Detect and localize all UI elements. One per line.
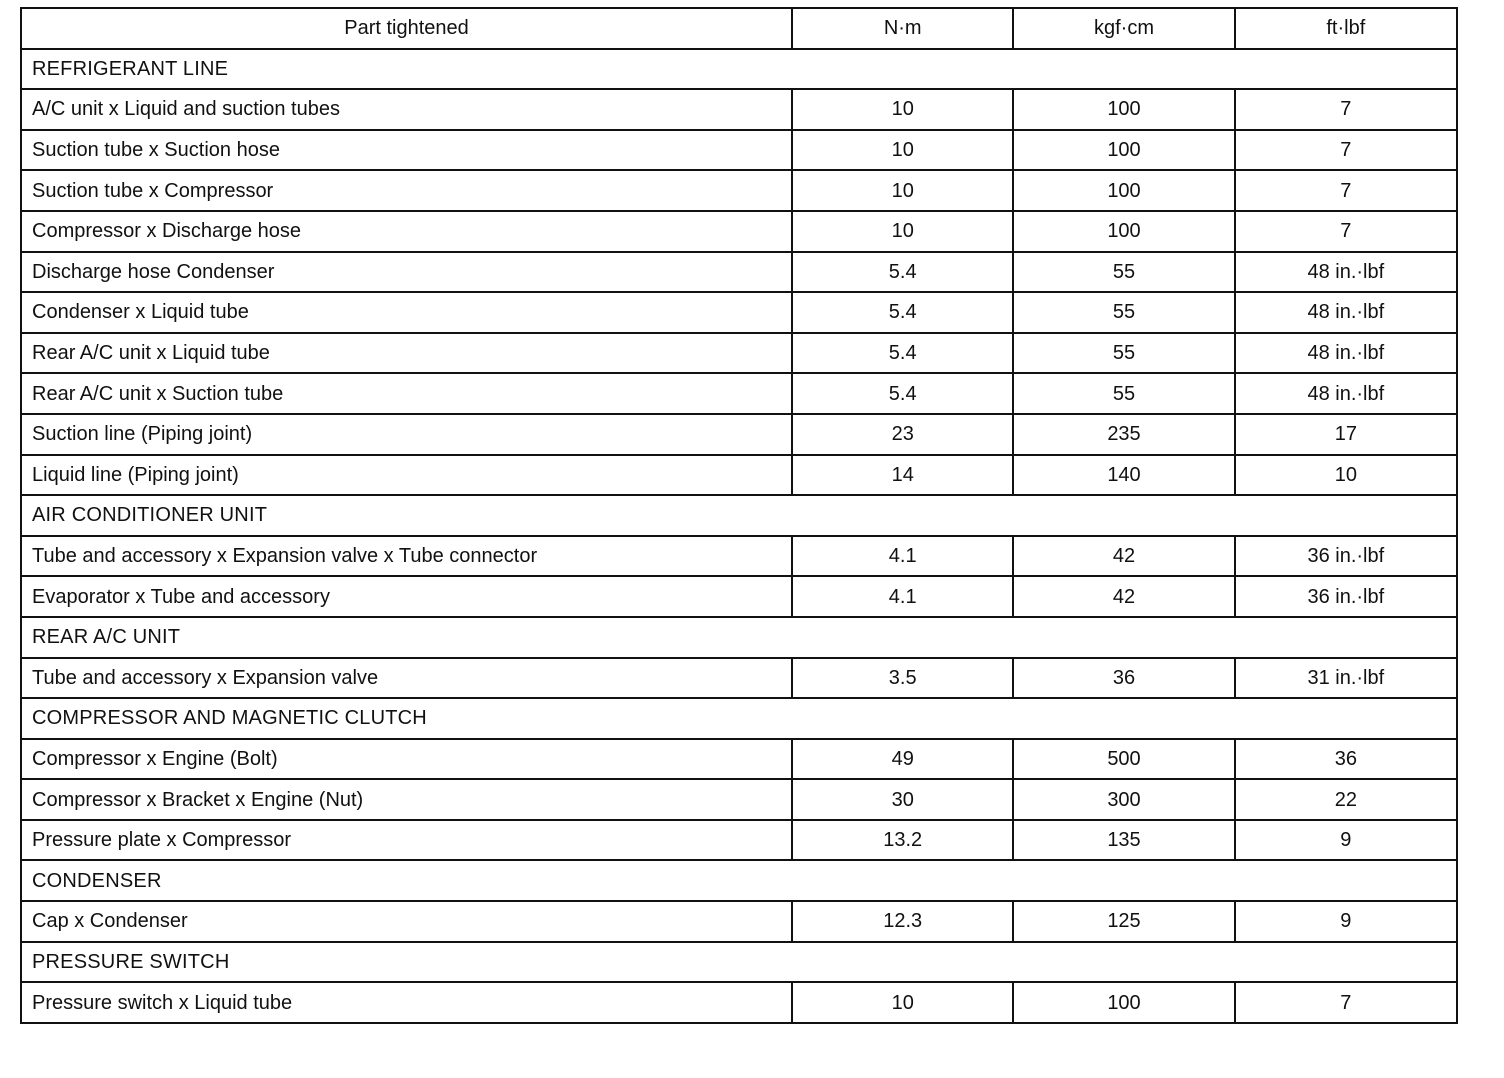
table-row bbox=[21, 333, 1457, 374]
table-row bbox=[21, 414, 1457, 455]
table-row bbox=[21, 739, 1457, 780]
cell-ft-lbf: 7 bbox=[1235, 211, 1457, 252]
cell-kgf-cm: 100 bbox=[1013, 170, 1234, 211]
cell-nm: 4.1 bbox=[792, 576, 1013, 617]
cell-kgf-cm: 42 bbox=[1013, 536, 1234, 577]
cell-kgf-cm: 100 bbox=[1013, 89, 1234, 130]
cell-kgf-cm: 55 bbox=[1013, 252, 1234, 293]
cell-kgf-cm: 300 bbox=[1013, 779, 1234, 820]
section-title: AIR CONDITIONER UNIT bbox=[21, 495, 1457, 536]
cell-part-tightened: Compressor x Bracket x Engine (Nut) bbox=[21, 779, 792, 820]
table-row bbox=[21, 170, 1457, 211]
section-row bbox=[21, 495, 1457, 536]
cell-nm: 10 bbox=[792, 982, 1013, 1023]
cell-kgf-cm: 135 bbox=[1013, 820, 1234, 861]
cell-kgf-cm: 235 bbox=[1013, 414, 1234, 455]
table-row bbox=[21, 658, 1457, 699]
cell-part-tightened: Rear A/C unit x Liquid tube bbox=[21, 333, 792, 374]
cell-kgf-cm: 100 bbox=[1013, 211, 1234, 252]
header-kgf-cm: kgf·cm bbox=[1013, 8, 1234, 49]
cell-nm: 10 bbox=[792, 170, 1013, 211]
cell-nm: 23 bbox=[792, 414, 1013, 455]
cell-part-tightened: Liquid line (Piping joint) bbox=[21, 455, 792, 496]
section-row bbox=[21, 49, 1457, 90]
cell-nm: 10 bbox=[792, 130, 1013, 171]
cell-ft-lbf: 22 bbox=[1235, 779, 1457, 820]
table-row bbox=[21, 455, 1457, 496]
cell-part-tightened: Compressor x Discharge hose bbox=[21, 211, 792, 252]
cell-nm: 5.4 bbox=[792, 252, 1013, 293]
cell-part-tightened: Evaporator x Tube and accessory bbox=[21, 576, 792, 617]
cell-nm: 5.4 bbox=[792, 373, 1013, 414]
cell-ft-lbf: 17 bbox=[1235, 414, 1457, 455]
cell-kgf-cm: 42 bbox=[1013, 576, 1234, 617]
cell-kgf-cm: 100 bbox=[1013, 130, 1234, 171]
cell-ft-lbf: 7 bbox=[1235, 89, 1457, 130]
cell-part-tightened: Rear A/C unit x Suction tube bbox=[21, 373, 792, 414]
cell-ft-lbf: 36 in.·lbf bbox=[1235, 536, 1457, 577]
table-row bbox=[21, 89, 1457, 130]
cell-part-tightened: Suction tube x Suction hose bbox=[21, 130, 792, 171]
cell-ft-lbf: 48 in.·lbf bbox=[1235, 292, 1457, 333]
table-row bbox=[21, 130, 1457, 171]
cell-part-tightened: Condenser x Liquid tube bbox=[21, 292, 792, 333]
cell-nm: 3.5 bbox=[792, 658, 1013, 699]
table-row bbox=[21, 779, 1457, 820]
cell-part-tightened: Compressor x Engine (Bolt) bbox=[21, 739, 792, 780]
cell-nm: 49 bbox=[792, 739, 1013, 780]
torque-spec-table bbox=[20, 7, 1458, 1024]
cell-nm: 13.2 bbox=[792, 820, 1013, 861]
table-row bbox=[21, 982, 1457, 1023]
cell-ft-lbf: 10 bbox=[1235, 455, 1457, 496]
cell-ft-lbf: 7 bbox=[1235, 982, 1457, 1023]
cell-ft-lbf: 36 bbox=[1235, 739, 1457, 780]
cell-ft-lbf: 48 in.·lbf bbox=[1235, 373, 1457, 414]
cell-kgf-cm: 55 bbox=[1013, 333, 1234, 374]
cell-kgf-cm: 100 bbox=[1013, 982, 1234, 1023]
section-title: PRESSURE SWITCH bbox=[21, 942, 1457, 983]
cell-ft-lbf: 7 bbox=[1235, 170, 1457, 211]
table-row bbox=[21, 820, 1457, 861]
cell-ft-lbf: 9 bbox=[1235, 901, 1457, 942]
cell-kgf-cm: 140 bbox=[1013, 455, 1234, 496]
section-title: COMPRESSOR AND MAGNETIC CLUTCH bbox=[21, 698, 1457, 739]
table-row bbox=[21, 576, 1457, 617]
cell-kgf-cm: 55 bbox=[1013, 292, 1234, 333]
cell-ft-lbf: 31 in.·lbf bbox=[1235, 658, 1457, 699]
cell-part-tightened: Suction line (Piping joint) bbox=[21, 414, 792, 455]
section-title: REFRIGERANT LINE bbox=[21, 49, 1457, 90]
header-part-tightened: Part tightened bbox=[21, 8, 792, 49]
cell-ft-lbf: 9 bbox=[1235, 820, 1457, 861]
cell-part-tightened: Discharge hose Condenser bbox=[21, 252, 792, 293]
cell-nm: 10 bbox=[792, 211, 1013, 252]
table-row bbox=[21, 211, 1457, 252]
header-row bbox=[21, 8, 1457, 49]
table-row bbox=[21, 373, 1457, 414]
cell-ft-lbf: 48 in.·lbf bbox=[1235, 252, 1457, 293]
cell-nm: 5.4 bbox=[792, 292, 1013, 333]
table-body bbox=[21, 49, 1457, 1023]
cell-part-tightened: A/C unit x Liquid and suction tubes bbox=[21, 89, 792, 130]
cell-part-tightened: Tube and accessory x Expansion valve bbox=[21, 658, 792, 699]
cell-nm: 5.4 bbox=[792, 333, 1013, 374]
table-row bbox=[21, 252, 1457, 293]
table-row bbox=[21, 292, 1457, 333]
section-row bbox=[21, 942, 1457, 983]
cell-part-tightened: Pressure switch x Liquid tube bbox=[21, 982, 792, 1023]
cell-ft-lbf: 7 bbox=[1235, 130, 1457, 171]
table-row bbox=[21, 536, 1457, 577]
cell-part-tightened: Cap x Condenser bbox=[21, 901, 792, 942]
cell-nm: 30 bbox=[792, 779, 1013, 820]
cell-part-tightened: Suction tube x Compressor bbox=[21, 170, 792, 211]
section-row bbox=[21, 698, 1457, 739]
cell-kgf-cm: 55 bbox=[1013, 373, 1234, 414]
table-row bbox=[21, 901, 1457, 942]
cell-nm: 10 bbox=[792, 89, 1013, 130]
cell-nm: 12.3 bbox=[792, 901, 1013, 942]
cell-ft-lbf: 48 in.·lbf bbox=[1235, 333, 1457, 374]
cell-nm: 4.1 bbox=[792, 536, 1013, 577]
header-nm: N·m bbox=[792, 8, 1013, 49]
section-row bbox=[21, 860, 1457, 901]
cell-kgf-cm: 125 bbox=[1013, 901, 1234, 942]
cell-part-tightened: Pressure plate x Compressor bbox=[21, 820, 792, 861]
cell-kgf-cm: 500 bbox=[1013, 739, 1234, 780]
section-title: CONDENSER bbox=[21, 860, 1457, 901]
cell-kgf-cm: 36 bbox=[1013, 658, 1234, 699]
cell-nm: 14 bbox=[792, 455, 1013, 496]
section-row bbox=[21, 617, 1457, 658]
section-title: REAR A/C UNIT bbox=[21, 617, 1457, 658]
cell-ft-lbf: 36 in.·lbf bbox=[1235, 576, 1457, 617]
cell-part-tightened: Tube and accessory x Expansion valve x Tube connector bbox=[21, 536, 792, 577]
header-ft-lbf: ft·lbf bbox=[1235, 8, 1457, 49]
